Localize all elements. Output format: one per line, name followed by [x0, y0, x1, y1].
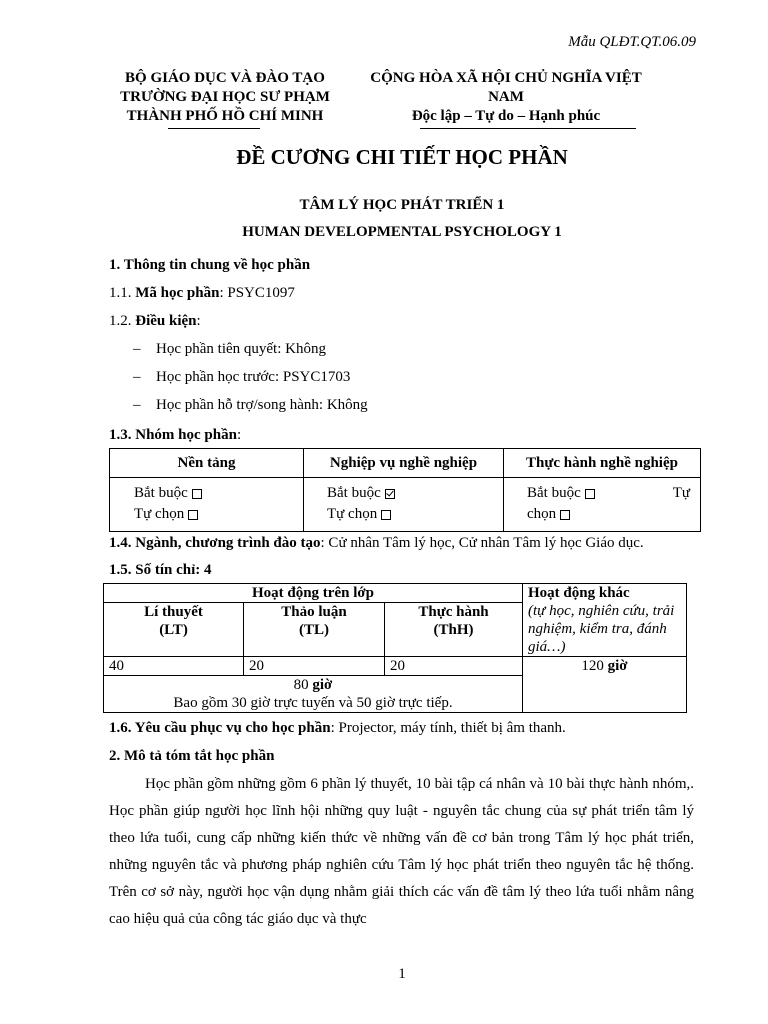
course-description-text: Học phần gồm những gồm 6 phần lý thuyết, 10 bài tập cá nhân và 10 bài thực hành nhóm,. Học phần giúp người học lĩnh hội những quy luật - nguyên tắc chung của sự phát triển tâm lý theo lứa tuổi, cung cấp những kiến thức về những vấn đề cơ bản trong Tâm lý học phát triển, những nguyên tắc và phương pháp nghiên cứu Tâm lý học phát triển theo nguyên tắc hệ thống. Trên cơ sở này, người học vận dụng nhằm giải thích các vấn đề tâm lý theo lứa tuổi nhằm nâng cao hiệu quả của công tác giáo dục và thực — [109, 776, 694, 927]
republic-line-2: NAM — [488, 89, 524, 105]
elective-checkbox[interactable] — [560, 510, 570, 520]
header-underline-left — [168, 128, 260, 129]
practice-col — [385, 603, 523, 657]
col-professional: Nghiệp vụ nghề nghiệp — [304, 449, 504, 478]
other-hours-unit: giờ — [607, 658, 628, 674]
in-class-total — [104, 676, 523, 713]
course-description — [109, 771, 694, 933]
elective-label: Tự chọn — [327, 506, 378, 522]
required-checkbox[interactable] — [192, 489, 202, 499]
course-code-value: : PSYC1097 — [219, 285, 295, 301]
discussion-col — [244, 603, 385, 657]
requirements-line — [109, 720, 566, 737]
header-underline-right — [420, 128, 636, 129]
required-label: Bắt buộc — [527, 485, 581, 501]
other-hours-value: 120 — [581, 658, 604, 674]
theory-label: Lí thuyết — [144, 604, 203, 620]
required-label: Bắt buộc — [327, 485, 381, 501]
course-group-colon: : — [236, 427, 242, 443]
document-title: ĐỀ CƯƠNG CHI TIẾT HỌC PHẦN — [236, 145, 568, 169]
major-value: : Cử nhân Tâm lý học, Cử nhân Tâm lý học Giáo dục. — [320, 535, 644, 551]
other-activities-title: Hoạt động khác — [528, 585, 630, 601]
major-label: . Ngành, chương trình đào tạo — [127, 535, 321, 551]
republic-line: CỘNG HÒA XÃ HỘI CHỦ NGHĨA VIỆT — [370, 70, 642, 86]
bullet-mark: – — [133, 369, 141, 385]
ministry-header — [100, 69, 350, 126]
required-label: Bắt buộc — [134, 485, 188, 501]
discussion-label: Thảo luận — [281, 604, 347, 620]
university-line: TRƯỜNG ĐẠI HỌC SƯ PHẠM — [120, 89, 330, 105]
requirements-value: : Projector, máy tính, thiết bị âm thanh. — [330, 720, 566, 736]
course-code-prefix: 1.1. — [109, 285, 136, 301]
major-prefix: 1.4 — [109, 535, 128, 551]
required-checkbox-checked[interactable] — [385, 489, 395, 499]
col-foundation: Nền tảng — [110, 449, 304, 478]
elective-checkbox[interactable] — [188, 510, 198, 520]
discussion-hours: 20 — [244, 657, 385, 676]
in-class-header: Hoạt động trên lớp — [104, 584, 523, 603]
course-code-label: Mã học phần — [135, 285, 220, 301]
course-group-heading — [109, 427, 241, 444]
bullet-mark: – — [133, 341, 141, 357]
course-name-en: HUMAN DEVELOPMENTAL PSYCHOLOGY 1 — [242, 224, 562, 240]
theory-hours: 40 — [104, 657, 244, 676]
conditions-colon: : — [196, 313, 201, 329]
col-practice: Thực hành nghề nghiệp — [504, 449, 701, 478]
course-group-table — [109, 448, 701, 532]
credits-table — [103, 583, 687, 713]
total-hours-note: Bao gồm 30 giờ trực tuyến và 50 giờ trực tiếp. — [173, 695, 453, 711]
major-line — [109, 535, 644, 552]
prior-course-item: Học phần học trước: PSYC1703 — [156, 369, 351, 385]
form-code: Mẫu QLĐT.QT.06.09 — [568, 34, 696, 50]
theory-col — [104, 603, 244, 657]
elective-label-part2: chọn — [527, 506, 557, 522]
ministry-line: BỘ GIÁO DỤC VÀ ĐÀO TẠO — [125, 70, 325, 86]
national-header — [358, 69, 654, 126]
elective-label: Tự chọn — [134, 506, 185, 522]
elective-label-part1: Tự — [672, 485, 690, 501]
elective-checkbox[interactable] — [381, 510, 391, 520]
professional-options — [304, 478, 504, 532]
credits-heading: 1.5. Số tín chỉ: 4 — [109, 562, 212, 578]
total-hours-unit: giờ — [312, 677, 333, 693]
section-1-heading: 1. Thông tin chung về học phần — [109, 257, 311, 273]
requirements-label: 1.6. Yêu cầu phục vụ cho học phần — [109, 720, 331, 736]
conditions-label: Điều kiện — [135, 313, 197, 329]
foundation-options — [110, 478, 304, 532]
theory-abbr: (LT) — [159, 622, 188, 638]
city-line: THÀNH PHỐ HỒ CHÍ MINH — [126, 108, 324, 124]
conditions-line — [109, 313, 201, 330]
practice-hours: 20 — [385, 657, 523, 676]
other-activities-detail: (tự học, nghiên cứu, trải nghiệm, kiểm tra, đánh giá…) — [528, 603, 675, 655]
course-name-vi: TÂM LÝ HỌC PHÁT TRIỂN 1 — [299, 197, 505, 213]
motto-line: Độc lập – Tự do – Hạnh phúc — [411, 108, 601, 124]
discussion-abbr: (TL) — [299, 622, 329, 638]
course-code-line — [109, 285, 295, 302]
practice-label: Thực hành — [418, 604, 489, 620]
total-hours-value: 80 — [293, 677, 309, 693]
corequisite-item: Học phần hỗ trợ/song hành: Không — [156, 397, 368, 413]
bullet-mark: – — [133, 397, 141, 413]
page-number: 1 — [398, 966, 406, 982]
practice-options — [504, 478, 701, 532]
required-checkbox[interactable] — [585, 489, 595, 499]
practice-abbr: (ThH) — [433, 622, 474, 638]
other-activities-header — [523, 584, 687, 657]
section-2-heading: 2. Mô tả tóm tắt học phần — [109, 748, 275, 764]
conditions-prefix: 1.2. — [109, 313, 136, 329]
other-hours — [523, 657, 687, 713]
prerequisite-item: Học phần tiên quyết: Không — [156, 341, 326, 357]
course-group-label: 1.3. Nhóm học phần — [109, 427, 237, 443]
